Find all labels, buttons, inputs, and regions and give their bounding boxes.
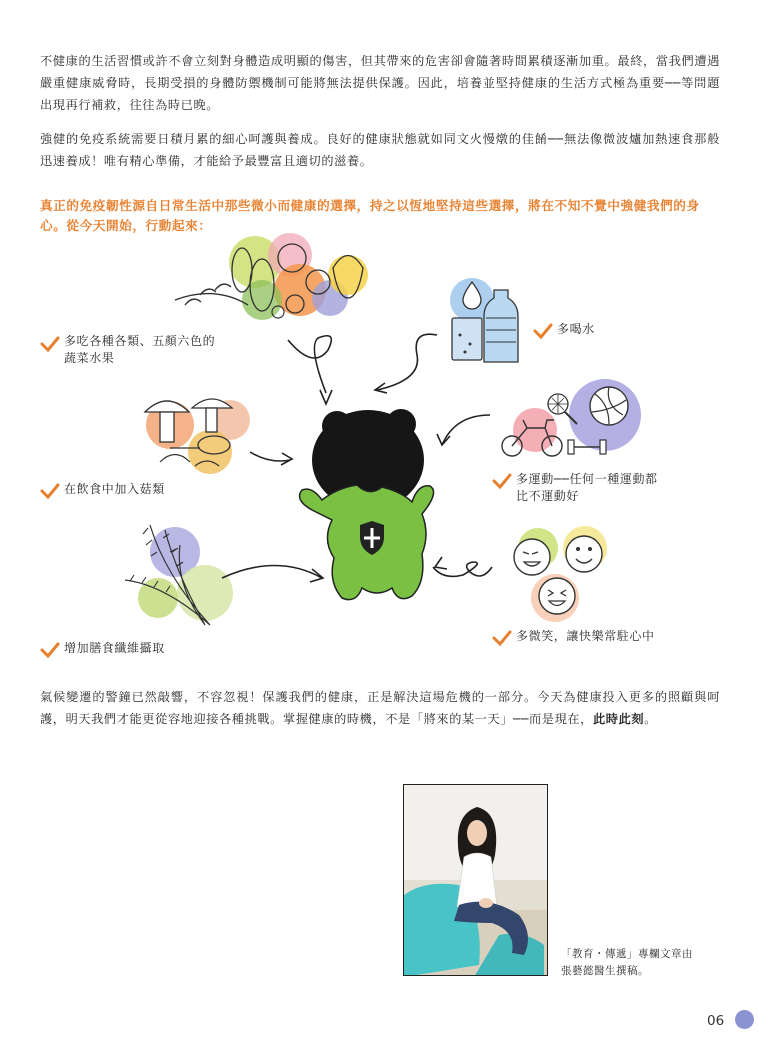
smiley-faces-illustration — [514, 526, 607, 622]
water-bottle-illustration — [450, 278, 518, 362]
check-icon — [492, 630, 512, 646]
lavender-grain-illustration — [125, 525, 233, 625]
author-photo-illustration — [404, 785, 548, 976]
check-icon — [40, 336, 60, 352]
page-number: 06 — [707, 1013, 725, 1029]
check-icon — [492, 473, 512, 489]
mushrooms-illustration — [145, 399, 250, 474]
check-icon — [40, 642, 60, 658]
highlight-paragraph: 真正的免疫韌性源自日常生活中那些微小而健康的選擇，持之以恆地堅持這些選擇，將在不知不覺中強健我們的身心。從今天開始，行動起來： — [40, 198, 700, 233]
check-icon — [533, 323, 553, 339]
tip-water: 多喝水 — [557, 322, 595, 336]
bear-mascot — [300, 409, 434, 600]
tip-mushrooms: 在飲食中加入菇類 — [64, 482, 165, 496]
check-icon — [40, 483, 60, 499]
author-caption: 「教育・傳遞」專欄文章由 張藝懿醫生撰稿。 — [561, 948, 693, 977]
tip-fiber: 增加膳食纖維攝取 — [64, 641, 165, 655]
closing-emphasis: 此時此刻 — [592, 712, 645, 726]
tip-exercise: 多運動──任何一種運動都 比不運動好 — [516, 472, 658, 503]
vegetables-illustration — [175, 233, 368, 320]
sports-equipment-illustration — [502, 379, 641, 456]
intro-paragraph-1: 不健康的生活習慣或許不會立刻對身體造成明顯的傷害，但其帶來的危害卻會隨著時間累積逐漸加重。最終，當我們遭遇嚴重健康威脅時，長期受損的身體防禦機制可能將無法提供保護。因此，培養並堅持健康的生活方式極為重要──等問題出現再行補救，往往為時已晚。 — [40, 54, 720, 112]
author-photo — [403, 784, 548, 976]
closing-paragraph: 氣候變遷的警鐘已然敲響，不容忽視！保護我們的健康，正是解決這場危機的一部分。今天為健康投入更多的照顧與呵護，明天我們才能更從容地迎接各種挑戰。掌握健康的時機，不是「將來的某一天」──而是現在，此時此刻。 — [40, 690, 720, 726]
intro-paragraph-2: 強健的免疫系統需要日積月累的細心呵護與養成。良好的健康狀態就如同文火慢燉的佳餚──無法像微波爐加熱速食那般迅速養成！唯有精心準備，才能給予最豐富且適切的滋養。 — [40, 132, 720, 168]
page-dot — [735, 1010, 754, 1029]
tip-vegetables: 多吃各種各類、五顏六色的 蔬菜水果 — [64, 334, 216, 365]
tip-smile: 多微笑，讓快樂常駐心中 — [516, 629, 655, 643]
